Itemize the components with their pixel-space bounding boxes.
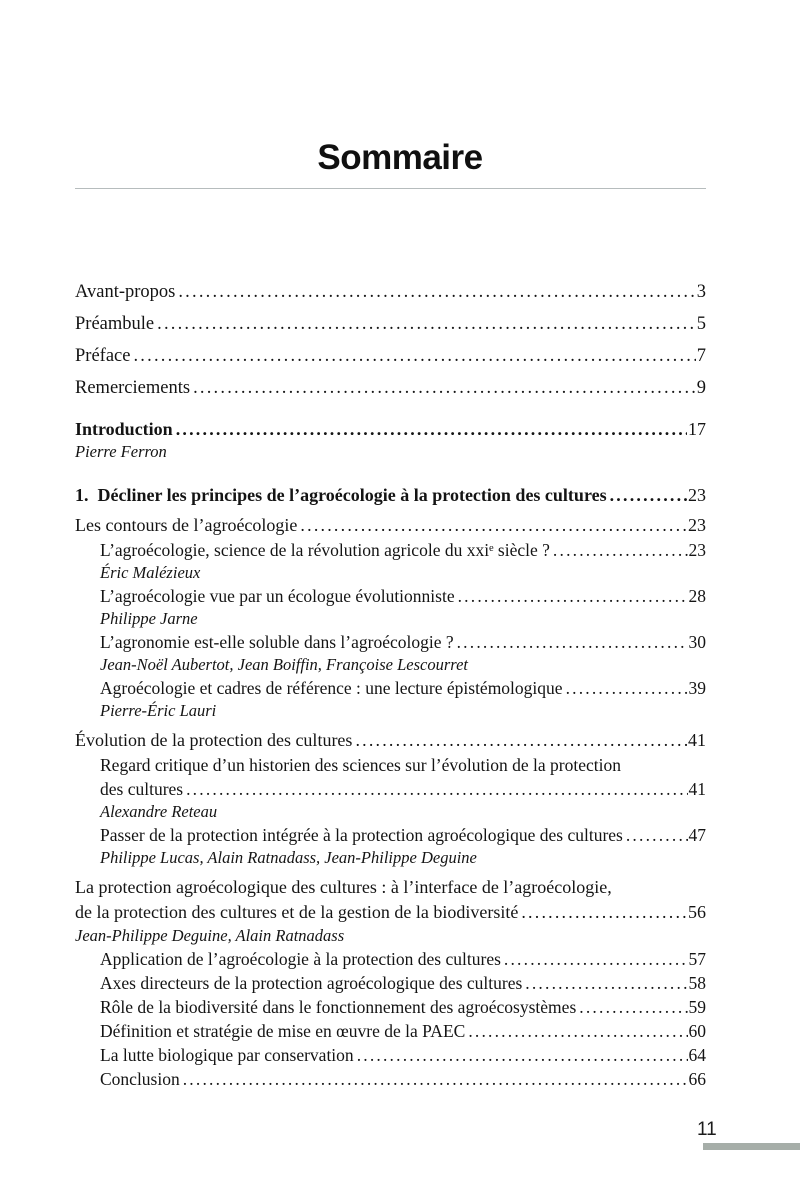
toc-entry-text: Jean-Philippe Deguine, Alain Ratnadass xyxy=(75,926,345,945)
toc-entry-text: Application de l’agroécologie à la protection des cultures xyxy=(100,949,501,969)
toc-entry xyxy=(75,947,706,971)
toc-entry-page: 66 xyxy=(688,1069,706,1089)
toc-entry-page: 58 xyxy=(688,973,706,993)
toc-entry xyxy=(75,676,706,700)
toc-entry xyxy=(75,538,706,562)
toc-entry-text: Jean-Noël Aubertot, Jean Boiffin, Françoise Lescourret xyxy=(100,655,468,674)
toc-entry-text: L’agroécologie, science de la révolution agricole du xxiᵉ siècle ? xyxy=(100,540,550,560)
toc-entry-text: Alexandre Reteau xyxy=(100,802,218,821)
toc-entry-page: 3 xyxy=(696,282,706,302)
toc-entry-page: 9 xyxy=(696,378,706,398)
toc-entry-text: Évolution de la protection des cultures xyxy=(75,730,353,750)
toc-entry-text: Pierre-Éric Lauri xyxy=(100,701,217,720)
toc-entry xyxy=(75,344,706,368)
toc-entry-page: 41 xyxy=(688,730,706,750)
toc-entry-text: Les contours de l’agroécologie xyxy=(75,515,298,535)
toc-entry xyxy=(75,483,706,507)
toc-entry-text: Définition et stratégie de mise en œuvre de la PAEC xyxy=(100,1021,466,1041)
toc-entry-page: 41 xyxy=(688,779,706,799)
toc-entry xyxy=(75,777,706,801)
toc-entry xyxy=(75,875,706,900)
toc-entry xyxy=(75,608,706,630)
toc-entry-text: Philippe Lucas, Alain Ratnadass, Jean-Philippe Deguine xyxy=(100,848,477,867)
toc-entry-text: Philippe Jarne xyxy=(100,609,198,628)
toc-entry-text: Conclusion xyxy=(100,1069,180,1089)
toc-entry-text: La lutte biologique par conservation xyxy=(100,1045,354,1065)
toc-entry-text: Rôle de la biodiversité dans le fonctionnement des agroécosystèmes xyxy=(100,997,577,1017)
toc-entry xyxy=(75,417,706,441)
toc-entry-text: Avant-propos xyxy=(75,282,176,302)
dot-leader xyxy=(157,312,696,336)
dot-leader xyxy=(626,823,688,847)
toc-entry xyxy=(75,312,706,336)
toc-entry xyxy=(75,1019,706,1043)
toc-entry xyxy=(75,995,706,1019)
toc-list xyxy=(75,280,706,1091)
title-rule xyxy=(75,188,706,189)
toc-entry-text: Regard critique d’un historien des sciences sur l’évolution de la protection xyxy=(100,755,621,775)
dot-leader xyxy=(457,630,688,654)
toc-entry xyxy=(75,700,706,722)
toc-entry-text: Agroécologie et cadres de référence : une lecture épistémologique xyxy=(100,678,563,698)
toc-entry-page: 17 xyxy=(688,419,706,439)
dot-leader xyxy=(579,995,687,1019)
toc-entry-page: 64 xyxy=(688,1045,706,1065)
toc-entry-text: La protection agroécologique des cultures : à l’interface de l’agroécologie, xyxy=(75,877,612,897)
dot-leader xyxy=(610,483,687,507)
toc-entry xyxy=(75,654,706,676)
dot-leader xyxy=(355,728,687,753)
dot-leader xyxy=(183,1067,688,1091)
dot-leader xyxy=(300,513,687,538)
toc-entry-page: 5 xyxy=(696,314,706,334)
toc-entry-text: L’agronomie est-elle soluble dans l’agroécologie ? xyxy=(100,632,454,652)
toc-entry xyxy=(75,925,706,947)
toc-entry xyxy=(75,630,706,654)
toc-entry-text: Pierre Ferron xyxy=(75,442,167,461)
toc-entry xyxy=(75,584,706,608)
toc-entry-page: 39 xyxy=(688,678,706,698)
dot-leader xyxy=(133,344,695,368)
footer-bar xyxy=(703,1143,800,1150)
toc-entry-page: 56 xyxy=(688,902,706,922)
dot-leader xyxy=(176,417,687,441)
toc-entry xyxy=(75,376,706,400)
toc-entry-page: 59 xyxy=(688,997,706,1017)
toc-entry xyxy=(75,441,706,463)
toc-entry-page: 28 xyxy=(688,586,706,606)
toc-entry-text: L’agroécologie vue par un écologue évolutionniste xyxy=(100,586,455,606)
toc-entry-text: Préface xyxy=(75,346,131,366)
dot-leader xyxy=(566,676,688,700)
dot-leader xyxy=(553,538,688,562)
toc-entry xyxy=(75,971,706,995)
dot-leader xyxy=(468,1019,687,1043)
dot-leader xyxy=(525,971,687,995)
toc-entry xyxy=(75,847,706,869)
toc-entry-text: des cultures xyxy=(100,779,184,799)
toc-entry xyxy=(75,801,706,823)
dot-leader xyxy=(458,584,688,608)
toc-entry-text: Remerciements xyxy=(75,378,191,398)
dot-leader xyxy=(193,376,696,400)
toc-entry-text: Éric Malézieux xyxy=(100,563,201,582)
toc-entry xyxy=(75,1067,706,1091)
toc-entry xyxy=(75,900,706,925)
toc-entry xyxy=(75,728,706,753)
toc-entry-text: Passer de la protection intégrée à la protection agroécologique des cultures xyxy=(100,825,623,845)
toc-entry-page: 57 xyxy=(688,949,706,969)
toc-entry-page: 23 xyxy=(688,515,706,535)
toc-entry-text: de la protection des cultures et de la gestion de la biodiversité xyxy=(75,902,519,922)
toc-entry-text: Axes directeurs de la protection agroécologique des cultures xyxy=(100,973,523,993)
toc-entry-text: Introduction xyxy=(75,419,173,439)
dot-leader xyxy=(504,947,688,971)
toc-entry-page: 30 xyxy=(688,632,706,652)
toc-entry xyxy=(75,1043,706,1067)
toc-entry-text: 1. Décliner les principes de l’agroécologie à la protection des cultures xyxy=(75,485,607,505)
dot-leader xyxy=(521,900,687,925)
toc-entry xyxy=(75,562,706,584)
page-title: Sommaire xyxy=(317,138,483,177)
toc-entry xyxy=(75,513,706,538)
dot-leader xyxy=(357,1043,688,1067)
folio-page-number: 11 xyxy=(697,1119,717,1140)
toc-entry-page: 60 xyxy=(688,1021,706,1041)
toc-entry xyxy=(75,280,706,304)
toc-entry-page: 23 xyxy=(688,485,706,505)
toc-entry xyxy=(75,823,706,847)
toc-entry-text: Préambule xyxy=(75,314,155,334)
toc-entry-page: 23 xyxy=(688,540,706,560)
dot-leader xyxy=(186,777,687,801)
dot-leader xyxy=(178,280,695,304)
toc-entry-page: 47 xyxy=(688,825,706,845)
toc-entry-page: 7 xyxy=(696,346,706,366)
toc-entry xyxy=(75,753,706,777)
